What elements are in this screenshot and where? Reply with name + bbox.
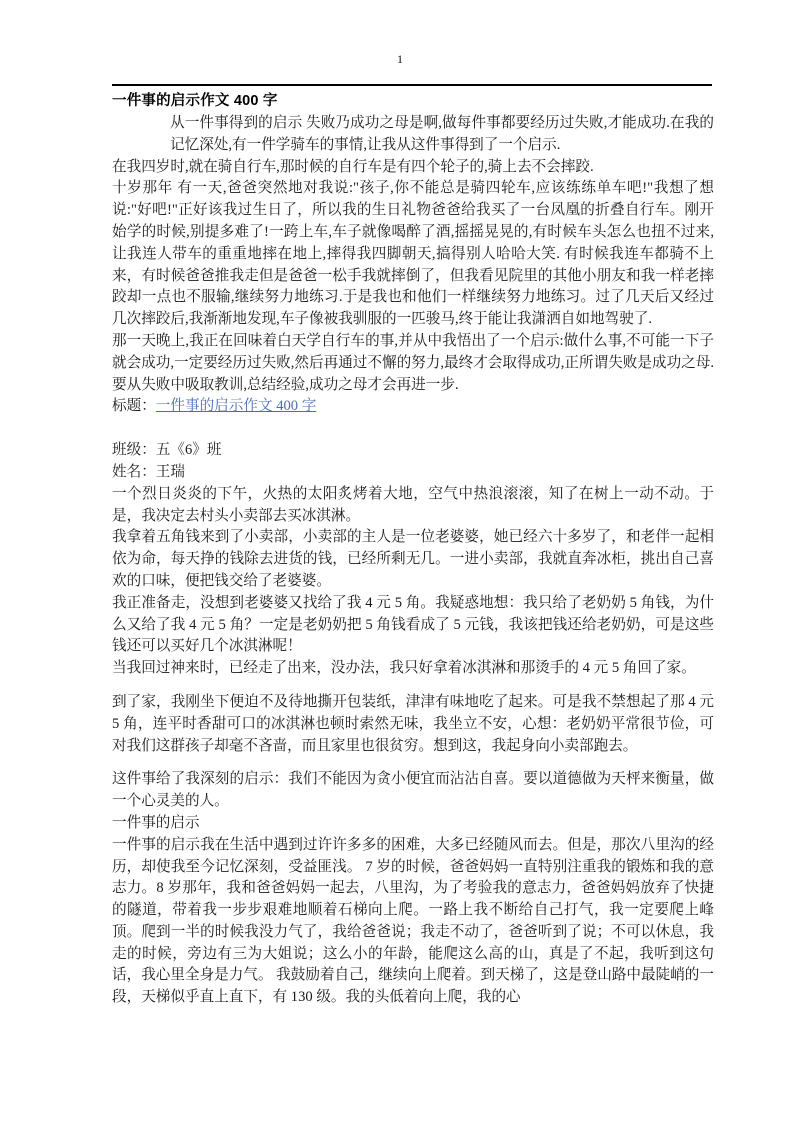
field-class: 班级：五《6》班 bbox=[112, 442, 222, 459]
paragraph-age-four: 在我四岁时,就在骑自行车,那时候的自行车是有四个轮子的,骑上去不会摔跤. bbox=[112, 158, 594, 175]
section-heading-second-essay: 一件事的启示 bbox=[112, 814, 200, 831]
paragraph-that-night: 那一天晚上,我正在回味着白天学自行车的事,并从中我悟出了一个启示:做什么事,不可能一下子就会成功,一定要经历过失败,然后再通过不懈的努力,最终才会取得成功,正所谓失败是成功之母.要从失败中吸取教训,总结经验,成功之母才会再进一步. bbox=[112, 332, 714, 393]
document-title-link[interactable]: 一件事的启示作文 400 字 bbox=[155, 398, 317, 415]
page-title: 一件事的启示作文 400 字 bbox=[112, 93, 278, 109]
title-link-line bbox=[112, 396, 714, 418]
spacer bbox=[112, 680, 714, 692]
paragraph-moral-lesson: 这件事给了我深刻的启示：我们不能因为贪小便宜而沾沾自喜。要以道德做为天枰来衡量，做一个心灵美的人。 bbox=[112, 771, 714, 810]
field-name: 姓名：王瑞 bbox=[112, 463, 185, 480]
page-header bbox=[0, 0, 800, 86]
paragraph-at-home: 到了家，我刚坐下便迫不及待地撕开包装纸，津津有味地吃了起来。可是我不禁想起了那 4 元 5 角，连平时香甜可口的冰淇淋也顿时索然无味，我坐立不安，心想：老奶奶平常很节俭，可对我们这群孩子却毫不吝啬，而且家里也很贫穷。想到这，我起身向小卖部跑去。 bbox=[112, 693, 714, 754]
paragraph-wrong-change: 我正准备走，没想到老婆婆又找给了我 4 元 5 角。我疑惑地想：我只给了老奶奶 5 角钱，为什么又给了我 4 元 5 角？一定是老奶奶把 5 角钱看成了 5 元钱，我该把钱还给老奶奶，可是这些钱还可以买好几个冰淇淋呢！ bbox=[112, 594, 714, 655]
title-link-label: 标题： bbox=[112, 398, 156, 415]
paragraph-went-home: 当我回过神来时，已经走了出来，没办法，我只好拿着冰淇淋和那烫手的 4 元 5 角回了家。 bbox=[112, 660, 696, 677]
page-number: 1 bbox=[397, 52, 403, 66]
document-body bbox=[112, 90, 714, 1009]
paragraph-age-ten: 十岁那年 有一天,爸爸突然地对我说:"孩子,你不能总是骑四轮车,应该练练单车吧!"我想了想说:"好吧!"正好该我过生日了，所以我的生日礼物爸爸给我买了一台凤凰的折叠自行车。刚开始学的时候,别提多难了!一跨上车,车子就像喝醉了酒,摇摇晃晃的,有时候车头怎么也扭不过来,让我连人带车的重重地摔在地上,摔得我四脚朝天,搞得别人哈哈大笑. 有时候我连车都骑不上来，有时候爸爸推我走但是爸爸一松手我就摔倒了，但我看见院里的其他小朋友和我一样老摔跤却一点也不服输,继续努力地练习.于是我也和他们一样继续努力地练习。过了几天后又经过几次摔跤后,我渐渐地发现,车子像被我驯服的一匹骏马,终于能让我潇洒自如地驾驶了. bbox=[112, 180, 714, 328]
paragraph-intro: 从一件事得到的启示 失败乃成功之母是啊,做每件事都要经历过失败,才能成功.在我的记忆深处,有一件学骑车的事情,让我从这件事得到了一个启示. bbox=[170, 115, 714, 153]
spacer bbox=[112, 418, 714, 440]
header-divider-rule bbox=[112, 84, 712, 86]
spacer bbox=[112, 757, 714, 769]
paragraph-hot-afternoon: 一个烈日炎炎的下午，火热的太阳炙烤着大地，空气中热浪滚滚，知了在树上一动不动。于是，我决定去村头小卖部去买冰淇淋。 bbox=[112, 485, 714, 524]
paragraph-shop-owner: 我拿着五角钱来到了小卖部，小卖部的主人是一位老婆婆，她已经六十多岁了，和老伴一起相依为命，每天挣的钱除去进货的钱，已经所剩无几。一进小卖部，我就直奔冰柜，挑出自己喜欢的口味，便把钱交给了老婆婆。 bbox=[112, 529, 714, 589]
paragraph-baligou-hike: 一件事的启示我在生活中遇到过许许多多的困难，大多已经随风而去。但是，那次八里沟的经历，却使我至今记忆深刻，受益匪浅。 7 岁的时候，爸爸妈妈一直特别注重我的锻炼和我的意志力。8 岁那年，我和爸爸妈妈一起去，八里沟，为了考验我的意志力，爸爸妈妈放弃了快捷的隧道，带着我一步步艰难地顺着石梯向上爬。一路上我不断给自己打气，我一定要爬上峰顶。爬到一半的时候我没力气了，我给爸爸说；我走不动了，爸爸听到了说；不可以休息，我走的时候，旁边有三为大姐说；这么小的年龄，能爬这么高的山，真是了不起，我听到这句话，我心里全身是力气。 我鼓励着自己，继续向上爬着。到天梯了，这是登山路中最陡峭的一段，天梯似乎直上直下，有 130 级。我的头低着向上爬，我的心 bbox=[112, 836, 714, 1006]
